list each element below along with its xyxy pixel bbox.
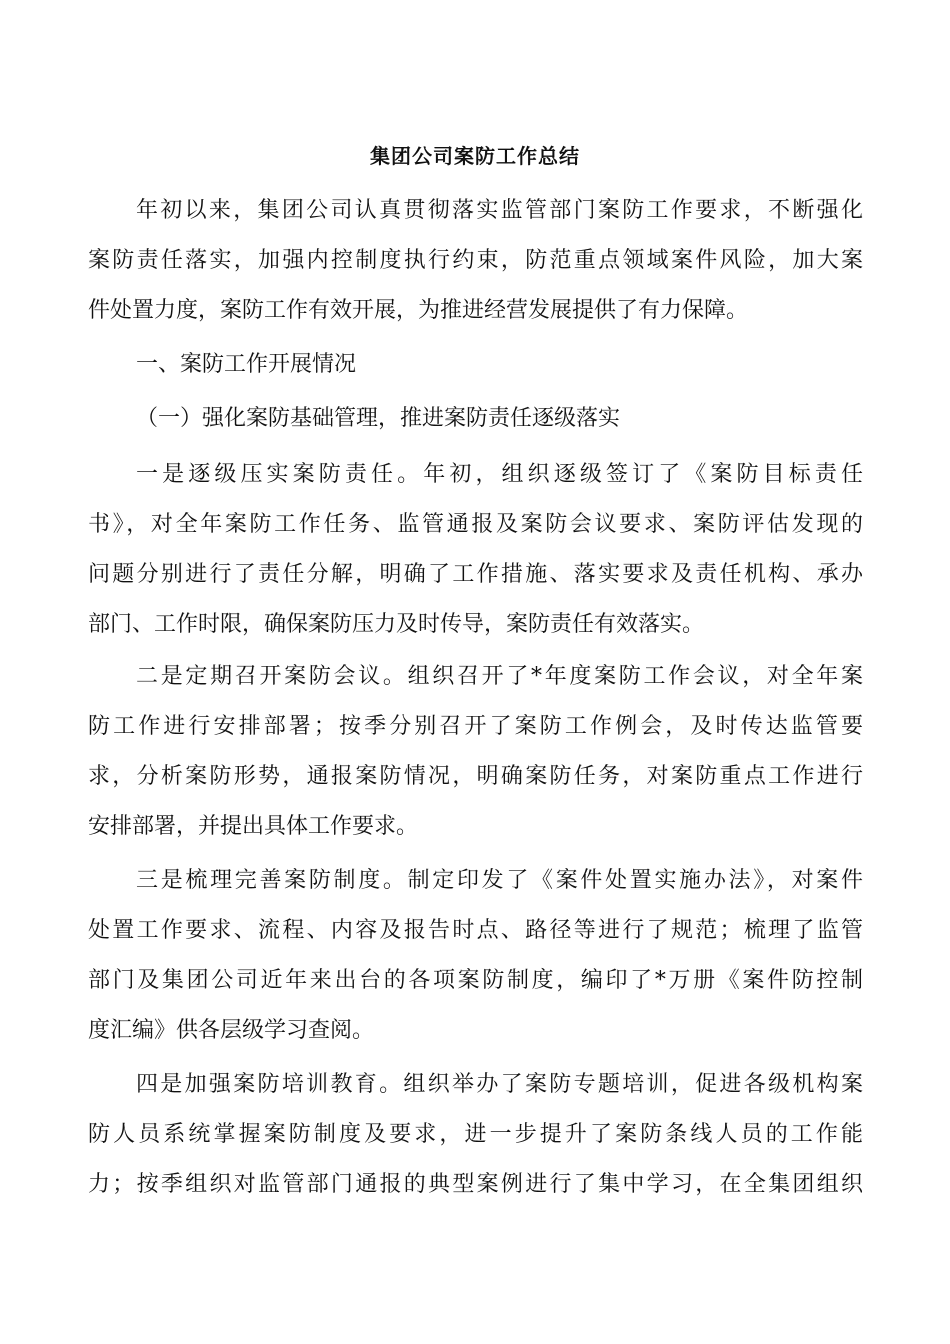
- paragraph-line: 年初以来，集团公司认真贯彻落实监管部门案防工作要求，不断强化: [136, 198, 863, 223]
- section-heading: 一、案防工作开展情况: [136, 352, 357, 377]
- paragraph-line: 部门及集团公司近年来出台的各项案防制度，编印了*万册《案件防控制: [88, 968, 863, 993]
- document-title: 集团公司案防工作总结: [370, 144, 580, 168]
- paragraph-line: 四是加强案防培训教育。组织举办了案防专题培训，促进各级机构案: [136, 1072, 863, 1097]
- paragraph-line: 力；按季组织对监管部门通报的典型案例进行了集中学习，在全集团组织: [88, 1172, 863, 1197]
- paragraph-line: 三是梳理完善案防制度。制定印发了《案件处置实施办法》，对案件: [136, 868, 863, 893]
- paragraph-line: 一是逐级压实案防责任。年初，组织逐级签订了《案防目标责任: [136, 462, 863, 487]
- paragraph-line: 安排部署，并提出具体工作要求。: [88, 814, 419, 839]
- paragraph-line: 求，分析案防形势，通报案防情况，明确案防任务，对案防重点工作进行: [88, 764, 863, 789]
- paragraph-line: 防人员系统掌握案防制度及要求，进一步提升了案防条线人员的工作能: [88, 1122, 863, 1147]
- subsection-heading: （一）强化案防基础管理，推进案防责任逐级落实: [136, 406, 621, 431]
- paragraph-line: 处置工作要求、流程、内容及报告时点、路径等进行了规范；梳理了监管: [88, 918, 863, 943]
- paragraph-line: 书》，对全年案防工作任务、监管通报及案防会议要求、案防评估发现的: [88, 512, 863, 537]
- paragraph-line: 件处置力度，案防工作有效开展，为推进经营发展提供了有力保障。: [88, 298, 749, 323]
- paragraph-line: 防工作进行安排部署；按季分别召开了案防工作例会，及时传达监管要: [88, 714, 863, 739]
- paragraph-line: 案防责任落实，加强内控制度执行约束，防范重点领域案件风险，加大案: [88, 248, 863, 273]
- paragraph-line: 问题分别进行了责任分解，明确了工作措施、落实要求及责任机构、承办: [88, 562, 863, 587]
- paragraph-line: 度汇编》供各层级学习查阅。: [88, 1018, 375, 1043]
- paragraph-line: 部门、工作时限，确保案防压力及时传导，案防责任有效落实。: [88, 612, 705, 637]
- paragraph-line: 二是定期召开案防会议。组织召开了*年度案防工作会议，对全年案: [136, 664, 863, 689]
